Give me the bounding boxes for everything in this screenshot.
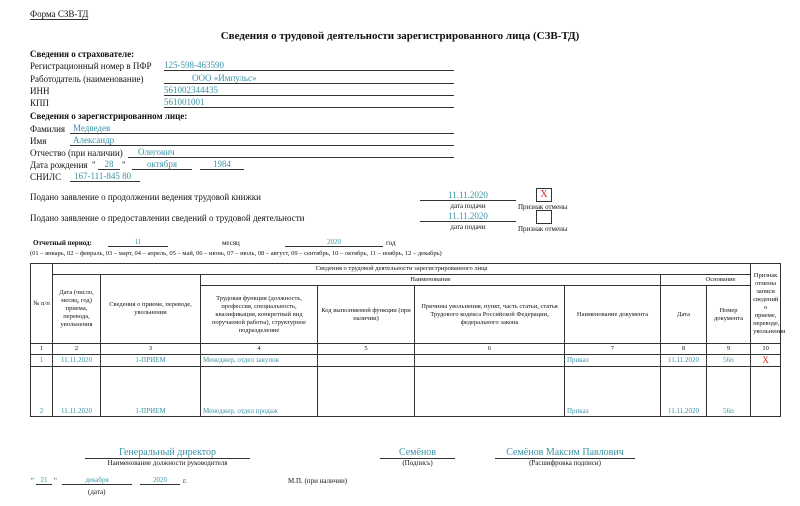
patronymic-value: Олегович: [138, 147, 175, 157]
position-field[interactable]: Генеральный директор: [85, 447, 250, 459]
col-number: 7: [565, 344, 661, 355]
row-num: 2: [31, 367, 53, 417]
provide-cancel-checkbox[interactable]: [536, 210, 552, 224]
period-label: Отчетный период:: [33, 239, 92, 247]
row-cancel-mark: [751, 367, 781, 417]
col-number: 2: [53, 344, 101, 355]
th-doc-date: Дата: [661, 286, 707, 344]
row-doc-name: Приказ: [565, 355, 661, 367]
dob-month-field[interactable]: октября: [132, 159, 192, 170]
form-code: Форма СЗВ-ТД: [30, 9, 89, 19]
snils-value: 167-111-845 80: [74, 171, 132, 181]
provide-date-field[interactable]: 11.11.2020: [420, 211, 516, 222]
page-title: Сведения о трудовой деятельности зарегистрированного лица (СЗВ-ТД): [220, 30, 580, 42]
th-date: Дата (число, месяц, год) приема, перевода, увольнения: [53, 275, 101, 344]
row-doc-date: 11.11.2020: [661, 355, 707, 367]
th-num: № п/п: [31, 264, 53, 344]
signature-decode-caption: (Расшифровка подписи): [529, 459, 601, 467]
row-doc-num: 56п: [707, 355, 751, 367]
position-caption: Наименование должности руководителя: [107, 459, 228, 467]
th-reasons: Причины увольнения, пункт, часть статьи, статья Трудового кодекса Российской Федерации, федерального закона: [415, 286, 565, 344]
th-name-group: Наименование: [201, 275, 661, 286]
continue-date-field[interactable]: 11.11.2020: [420, 190, 516, 201]
snils-label: СНИЛС: [30, 172, 62, 182]
row-num: 1: [31, 355, 53, 367]
patronymic-label: Отчество (при наличии): [30, 148, 123, 158]
continue-statement-label: Подано заявление о продолжении ведения трудовой книжки: [30, 192, 261, 202]
person-heading: Сведения о зарегистрированном лице:: [30, 111, 188, 121]
row-function: Менеджер, отдел продаж: [201, 367, 318, 417]
signature-decode-field[interactable]: Семёнов Максим Павлович: [495, 447, 635, 459]
row-doc-num: 56п: [707, 367, 751, 417]
name-field[interactable]: [70, 135, 454, 146]
th-doc-num: Номер документа: [707, 286, 751, 344]
col-number: 9: [707, 344, 751, 355]
provide-date-caption: дата подачи: [450, 223, 486, 231]
row-code: [318, 355, 415, 367]
sign-day-field[interactable]: 21: [36, 476, 52, 485]
col-number: 5: [318, 344, 415, 355]
col-number: 6: [415, 344, 565, 355]
th-event: Сведения о приеме, переводе, увольнении: [101, 275, 201, 344]
reg-number-label: Регистрационный номер в ПФР: [30, 61, 152, 71]
dob-quote-close: ": [122, 160, 126, 170]
col-number: 8: [661, 344, 707, 355]
reg-number-field[interactable]: 125-598-463590: [164, 60, 454, 71]
row-date: 11.11.2020: [53, 367, 101, 417]
th-code: Код выполняемой функции (при наличии): [318, 286, 415, 344]
employer-label: Работодатель (наименование): [30, 74, 144, 84]
date-quote-close: ": [54, 477, 57, 485]
row-event: 1-ПРИЕМ: [101, 355, 201, 367]
row-event: 1-ПРИЕМ: [101, 367, 201, 417]
snils-field[interactable]: [70, 171, 140, 182]
table-row[interactable]: [31, 367, 781, 417]
period-month-caption: месяц: [222, 239, 240, 247]
sign-month-field[interactable]: декабря: [62, 476, 132, 485]
name-label: Имя: [30, 136, 47, 146]
inn-field[interactable]: 561002344435: [164, 85, 454, 96]
row-doc-date: 11.11.2020: [661, 367, 707, 417]
employer-value: ООО «Импульс»: [192, 73, 257, 83]
th-basis-group: Основание: [661, 275, 781, 286]
row-doc-name: Приказ: [565, 367, 661, 417]
sign-year-suffix: г.: [183, 477, 187, 485]
employer-field[interactable]: [164, 73, 454, 84]
kpp-label: КПП: [30, 98, 50, 108]
row-date: 11.11.2020: [53, 355, 101, 367]
labor-activity-table: [30, 263, 786, 417]
stamp-label: М.П. (при наличии): [288, 477, 348, 485]
th-doc-name: Наименование документа: [565, 286, 661, 344]
dob-year-field[interactable]: 1984: [200, 159, 244, 170]
provide-statement-label: Подано заявление о предоставлении сведений о трудовой деятельности: [30, 213, 305, 223]
row-reason: [415, 367, 565, 417]
signature-caption: (Подпись): [402, 459, 433, 467]
th-cancel: Признак отмены записи сведений о приеме, переводе, увольнении: [751, 264, 781, 344]
row-function: Менеджер, отдел закупок: [201, 355, 318, 367]
col-number: 1: [31, 344, 53, 355]
provide-cancel-caption: Признак отмены: [518, 225, 568, 233]
sign-date-caption: (дата): [88, 488, 106, 496]
insurer-heading: Сведения о страхователе:: [30, 49, 135, 59]
dob-day-field[interactable]: 28: [98, 159, 120, 170]
col-number: 3: [101, 344, 201, 355]
continue-cancel-checkbox[interactable]: X: [536, 188, 552, 202]
patronymic-field[interactable]: [128, 147, 454, 158]
row-reason: [415, 355, 565, 367]
date-quote-open: ": [31, 477, 34, 485]
name-value: Александр: [73, 135, 115, 145]
continue-date-caption: дата подачи: [450, 202, 486, 210]
surname-value: Медведев: [73, 123, 111, 133]
signature-field[interactable]: Семёнов: [380, 447, 455, 459]
kpp-field[interactable]: 561001001: [164, 97, 454, 108]
period-year-field[interactable]: 2020: [285, 238, 383, 247]
table-row[interactable]: [31, 355, 781, 367]
surname-label: Фамилия: [30, 124, 66, 134]
dob-quote-open: ": [92, 160, 96, 170]
col-number: 4: [201, 344, 318, 355]
col-number: 10: [751, 344, 781, 355]
th-function: Трудовая функция (должность, профессия, специальность, квалификация, конкретный вид поручаемой работы), структурное подразделение: [201, 286, 318, 344]
th-info-group: Сведения о трудовой деятельности зарегистрированного лица: [53, 264, 751, 275]
period-legend: (01 – январь, 02 – февраль, 03 – март, 04 – апрель, 05 – май, 06 – июнь, 07 – июль, 08 – август, 09 – сентябрь, 10 – октябрь, 11 – ноябрь, 12 – декабрь): [30, 250, 442, 257]
dob-label: Дата рождения: [30, 160, 88, 170]
inn-label: ИНН: [30, 86, 50, 96]
period-year-caption: год: [386, 239, 396, 247]
surname-field[interactable]: [70, 123, 454, 134]
sign-year-field[interactable]: 2020: [140, 476, 180, 485]
row-code: [318, 367, 415, 417]
period-month-field[interactable]: 11: [108, 238, 168, 247]
continue-cancel-caption: Признак отмены: [518, 203, 568, 211]
row-cancel-mark: X: [751, 355, 781, 367]
